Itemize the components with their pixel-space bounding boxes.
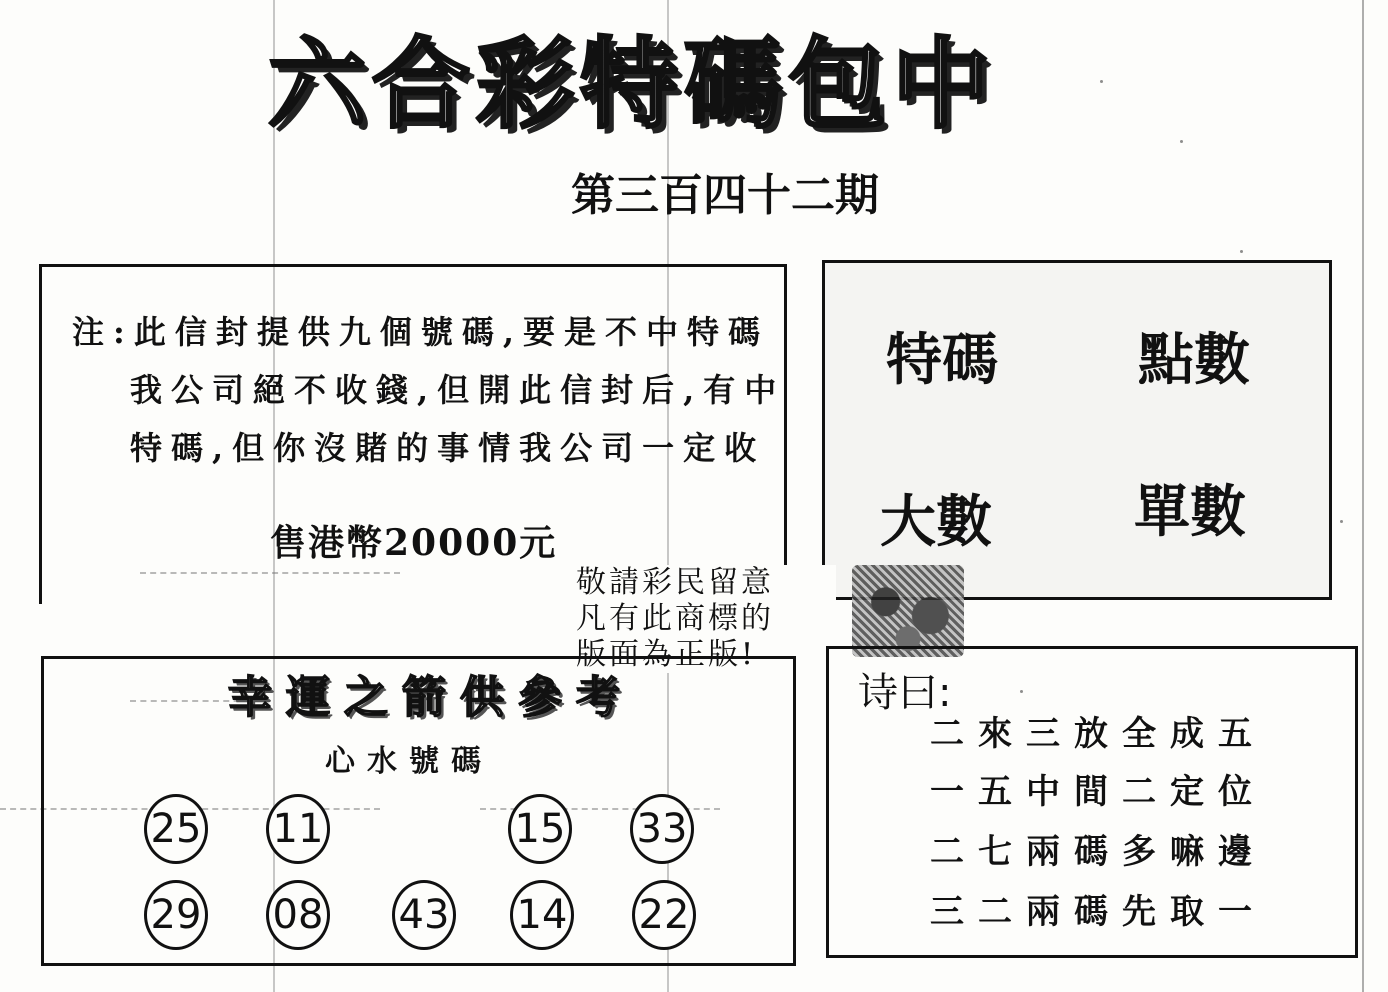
code-item-special: 特碼 [886,328,998,393]
note-line-3: 特碼,但你沒賭的事情我公司一定收 [130,429,766,467]
note-line-2: 我公司絕不收錢,但開此信封后,有中 [130,371,786,409]
issue-number: 第三百四十二期 [571,170,879,221]
speck [1340,520,1343,523]
note-line-1: 注:此信封提供九個號碼,要是不中特碼 [72,313,769,351]
number-ball: 22 [632,880,696,950]
lucky-subtitle: 心水號碼 [325,744,493,779]
poem-title: 诗曰: [858,670,952,716]
trademark-logo [852,565,964,657]
code-item-points: 點數 [1138,328,1250,393]
speck [1100,80,1103,83]
poem-line-1: 二來三放全成五 [930,714,1266,754]
code-item-odd: 單數 [1134,480,1246,545]
scan-line [1362,0,1364,992]
poem-line-3: 二七兩碼多嘛邊 [930,832,1266,872]
number-ball: 29 [144,880,208,950]
lucky-title: 幸運之箭供參考 [228,672,634,723]
notice-line-2: 凡有此商標的 [576,601,774,636]
speck [1240,250,1243,253]
notice-line-3: 版面為正版! [576,637,757,672]
price-text: 售港幣20000元 [270,522,558,564]
poem-line-2: 一五中間二定位 [930,772,1266,812]
poem-line-4: 三二兩碼先取一 [930,892,1266,932]
number-ball: 43 [392,880,456,950]
number-ball: 14 [510,880,574,950]
number-ball: 11 [266,794,330,864]
number-ball: 08 [266,880,330,950]
page-title: 六合彩特碼包中 [268,28,997,142]
number-ball: 15 [508,794,572,864]
number-ball: 33 [630,794,694,864]
number-ball: 25 [144,794,208,864]
notice-line-1: 敬請彩民留意 [576,565,774,600]
code-item-big: 大數 [880,490,992,555]
speck [1180,140,1183,143]
